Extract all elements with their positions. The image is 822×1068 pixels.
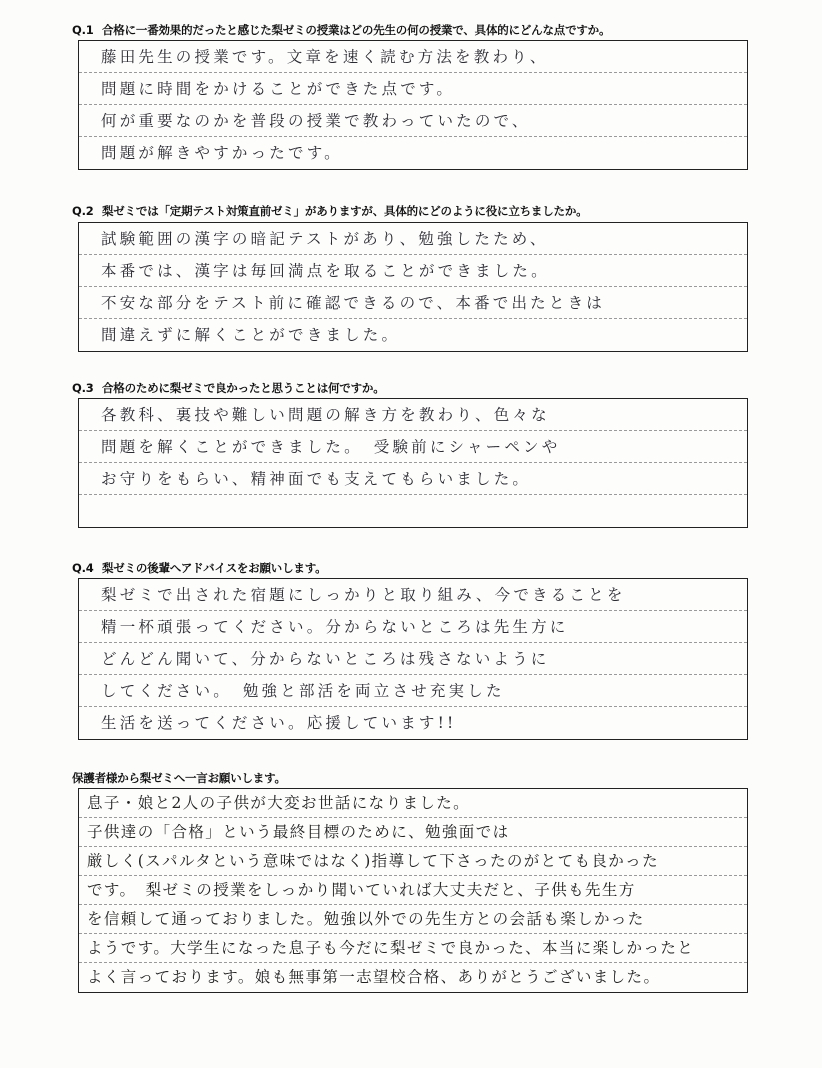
parent-line: です。 梨ゼミの授業をしっかり聞いていれば大丈夫だと、子供も先生方 (79, 876, 747, 905)
q2-line: 試験範囲の漢字の暗記テストがあり、勉強したため、 (79, 223, 747, 255)
q4-line: 生活を送ってください。応援しています!! (101, 714, 457, 732)
parent-line: 厳しく(スパルタという意味ではなく)指導して下さったのがとても良かった (79, 847, 747, 876)
q4-line: どんどん聞いて、分からないところは残さないように (79, 643, 747, 675)
parent-line: を信頼して通っておりました。勉強以外での先生方との会話も楽しかった (79, 905, 747, 934)
q1-line: 問題に時間をかけることができた点です。 (79, 73, 747, 105)
q1-number: Q.1 (72, 23, 94, 37)
parent-line: よく言っております。娘も無事第一志望校合格、ありがとうございました。 (87, 968, 661, 986)
q3-number: Q.3 (72, 381, 94, 395)
q3-line: 問題を解くことができました。 受験前にシャーペンや (79, 431, 747, 463)
q4-number: Q.4 (72, 561, 94, 575)
parent-question: 保護者様から梨ゼミへ一言お願いします。 (72, 771, 286, 785)
q1-line: 何が重要なのかを普段の授業で教わっていたので、 (79, 105, 747, 137)
parent-heading (72, 770, 286, 786)
parent-line: 息子・娘と2人の子供が大変お世話になりました。 (79, 789, 747, 818)
q4-heading (72, 560, 326, 576)
q2-number: Q.2 (72, 204, 94, 218)
q3-heading (72, 380, 385, 396)
q4-answer-box (78, 578, 748, 740)
q4-line: してください。 勉強と部活を両立させ充実した (79, 675, 747, 707)
q1-line: 問題が解きやすかったです。 (101, 144, 343, 162)
q1-answer-box (78, 40, 748, 170)
parent-answer-box (78, 788, 748, 993)
q4-line: 梨ゼミで出された宿題にしっかりと取り組み、今できることを (79, 579, 747, 611)
q2-line: 不安な部分をテスト前に確認できるので、本番で出たときは (79, 287, 747, 319)
q2-answer-box (78, 222, 748, 352)
q1-question: 合格に一番効果的だったと感じた梨ゼミの授業はどの先生の何の授業で、具体的にどんな点ですか。 (102, 23, 611, 37)
q4-line: 精一杯頑張ってください。分からないところは先生方に (79, 611, 747, 643)
q2-line: 間違えずに解くことができました。 (101, 326, 401, 344)
q2-heading (72, 203, 587, 219)
q3-line: お守りをもらい、精神面でも支えてもらいました。 (79, 463, 747, 495)
parent-line: ようです。大学生になった息子も今だに梨ゼミで良かった、本当に楽しかったと (79, 934, 747, 963)
q4-question: 梨ゼミの後輩へアドバイスをお願いします。 (102, 561, 327, 575)
q3-line (79, 495, 747, 527)
q3-answer-box (78, 398, 748, 528)
q3-question: 合格のために梨ゼミで良かったと思うことは何ですか。 (102, 381, 385, 395)
q2-question: 梨ゼミでは「定期テスト対策直前ゼミ」がありますが、具体的にどのように役に立ちましたか。 (102, 204, 588, 218)
parent-line: 子供達の「合格」という最終目標のために、勉強面では (79, 818, 747, 847)
q1-heading (72, 22, 610, 38)
q2-line: 本番では、漢字は毎回満点を取ることができました。 (79, 255, 747, 287)
q1-line: 藤田先生の授業です。文章を速く読む方法を教わり、 (79, 41, 747, 73)
q3-line: 各教科、裏技や難しい問題の解き方を教わり、色々な (79, 399, 747, 431)
